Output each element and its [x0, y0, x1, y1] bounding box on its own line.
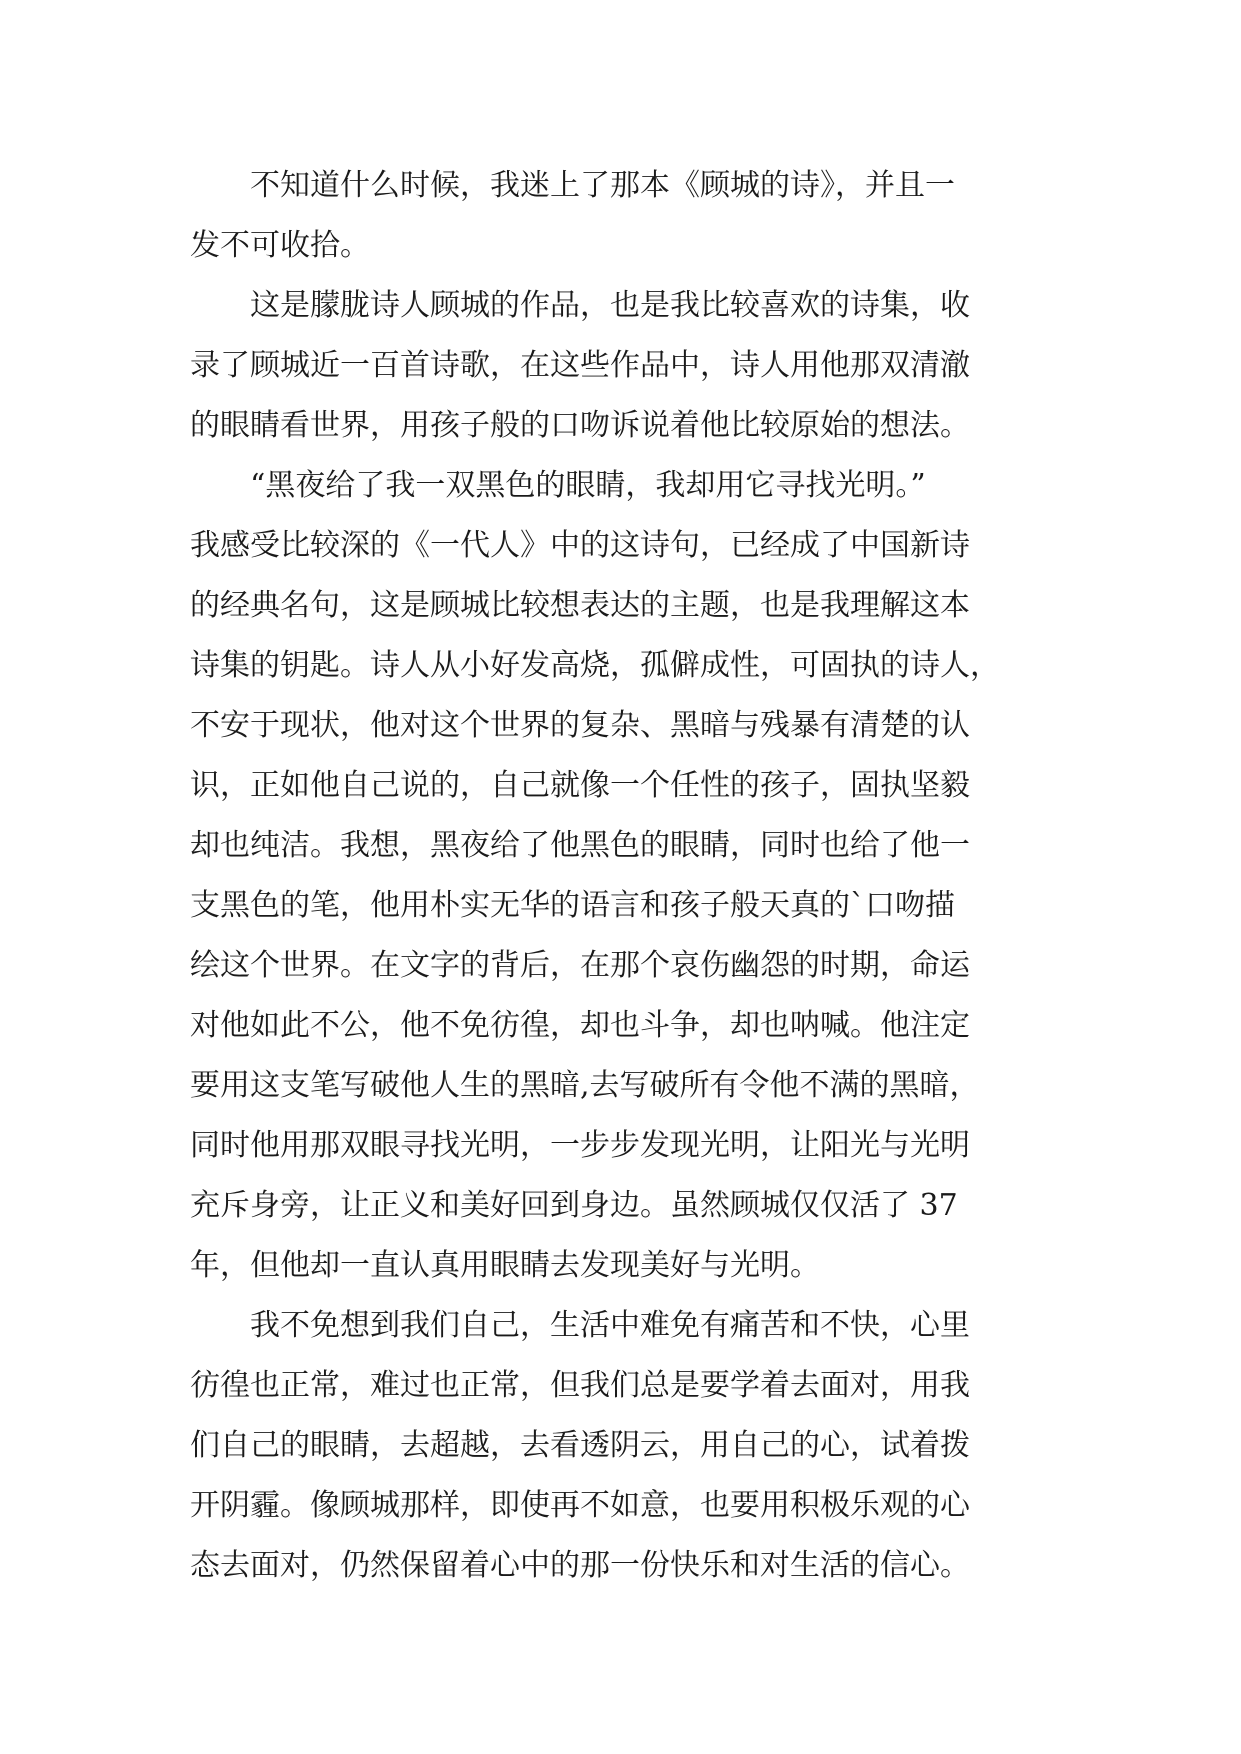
- text-line: 的眼睛看世界，用孩子般的口吻诉说着他比较原始的想法。: [190, 408, 970, 443]
- text-line: 诗集的钥匙。诗人从小好发高烧，孤僻成性，可固执的诗人，: [190, 648, 1000, 683]
- text-line: 这是朦胧诗人顾城的作品，也是我比较喜欢的诗集，收: [190, 288, 970, 323]
- text-line: 态去面对，仍然保留着心中的那一份快乐和对生活的信心。: [190, 1548, 970, 1583]
- text-line: 我不免想到我们自己，生活中难免有痛苦和不快，心里: [190, 1308, 970, 1343]
- text-line: 识，正如他自己说的，自己就像一个任性的孩子，固执坚毅: [190, 768, 970, 803]
- text-line: 录了顾城近一百首诗歌，在这些作品中，诗人用他那双清澈: [190, 348, 970, 383]
- paragraph-3: [190, 456, 1050, 1296]
- paragraph-1: [190, 156, 1050, 276]
- text-line: 绘这个世界。在文字的背后，在那个哀伤幽怨的时期，命运: [190, 948, 970, 983]
- document-body: [190, 156, 1050, 1596]
- text-line: “黑夜给了我一双黑色的眼睛，我却用它寻找光明。”: [190, 468, 926, 503]
- text-line: 的经典名句，这是顾城比较想表达的主题，也是我理解这本: [190, 588, 970, 623]
- text-line: 不安于现状，他对这个世界的复杂、黑暗与残暴有清楚的认: [190, 708, 970, 743]
- paragraph-4: [190, 1296, 1050, 1596]
- text-line: 我感受比较深的《一代人》中的这诗句，已经成了中国新诗: [190, 528, 970, 563]
- text-line: 却也纯洁。我想，黑夜给了他黑色的眼睛，同时也给了他一: [190, 828, 970, 863]
- text-line: 开阴霾。像顾城那样，即使再不如意，也要用积极乐观的心: [190, 1488, 970, 1523]
- text-line: 不知道什么时候，我迷上了那本《顾城的诗》，并且一: [190, 168, 955, 203]
- text-line: 年，但他却一直认真用眼睛去发现美好与光明。: [190, 1248, 820, 1283]
- text-line: 对他如此不公，他不免彷徨，却也斗争，却也呐喊。他注定: [190, 1008, 970, 1043]
- paragraph-2: [190, 276, 1050, 456]
- text-line: 同时他用那双眼寻找光明，一步步发现光明，让阳光与光明: [190, 1128, 970, 1163]
- text-line: 彷徨也正常，难过也正常，但我们总是要学着去面对，用我: [190, 1368, 970, 1403]
- text-line: 要用这支笔写破他人生的黑暗,去写破所有令他不满的黑暗，: [190, 1068, 980, 1103]
- text-line: 充斥身旁，让正义和美好回到身边。虽然顾城仅仅活了 37: [190, 1188, 958, 1223]
- text-line: 支黑色的笔，他用朴实无华的语言和孩子般天真的`口吻描: [190, 888, 955, 923]
- text-line: 们自己的眼睛，去超越，去看透阴云，用自己的心，试着拨: [190, 1428, 970, 1463]
- text-line: 发不可收拾。: [190, 228, 370, 263]
